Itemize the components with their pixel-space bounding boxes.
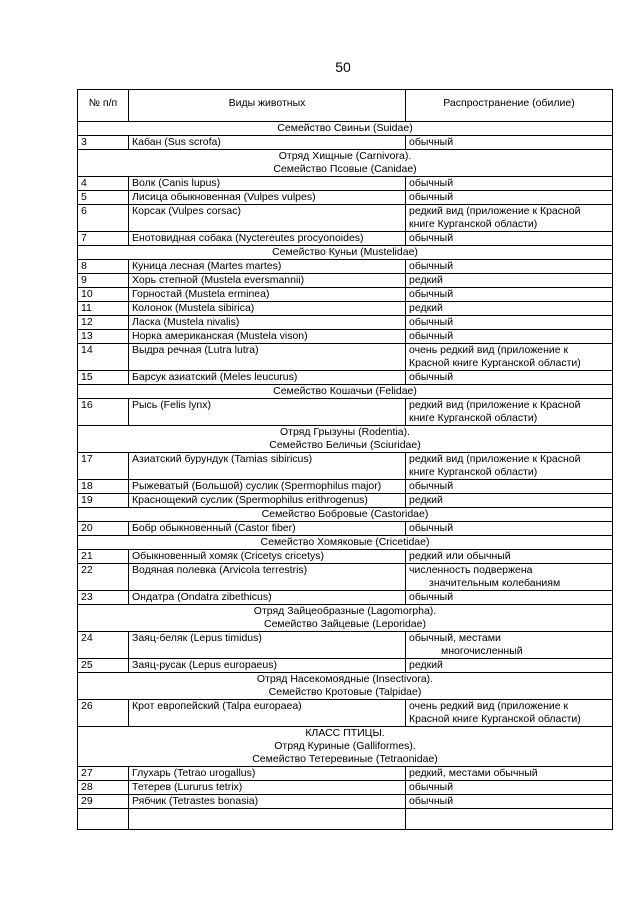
abundance-value xyxy=(406,494,613,508)
row-number: 7 xyxy=(78,232,129,246)
section-heading xyxy=(78,246,613,260)
species-name: Рябчик (Tetrastes bonasia) xyxy=(129,795,406,809)
section-heading-row xyxy=(78,727,613,767)
section-heading xyxy=(78,536,613,550)
abundance-text: обычный xyxy=(409,316,454,328)
row-number: 4 xyxy=(78,177,129,191)
abundance-text: численность подвержена xyxy=(409,564,533,576)
table-row xyxy=(78,480,613,494)
section-heading-line: Семейство Псовые (Canidae) xyxy=(273,163,417,175)
table-row xyxy=(78,136,613,150)
row-number: 29 xyxy=(78,795,129,809)
row-number: 18 xyxy=(78,480,129,494)
section-heading-row xyxy=(78,246,613,260)
species-name: Ласка (Mustela nivalis) xyxy=(129,316,406,330)
species-table xyxy=(77,89,613,830)
abundance-value xyxy=(406,522,613,536)
row-number: 26 xyxy=(78,700,129,727)
species-name: Корсак (Vulpes corsac) xyxy=(129,205,406,232)
table-row xyxy=(78,659,613,673)
abundance-value xyxy=(406,767,613,781)
table-body xyxy=(78,122,613,830)
section-heading xyxy=(78,150,613,177)
abundance-text: обычный xyxy=(409,136,454,148)
row-number: 17 xyxy=(78,453,129,480)
species-name: Выдра речная (Lutra lutra) xyxy=(129,344,406,371)
table-row xyxy=(78,522,613,536)
table-row xyxy=(78,274,613,288)
table-row xyxy=(78,632,613,659)
abundance-value xyxy=(406,344,613,371)
species-name: Заяц-русак (Lepus europaeus) xyxy=(129,659,406,673)
abundance-value xyxy=(406,371,613,385)
abundance-text: очень редкий вид (приложение к Красной книге Курганской области) xyxy=(409,700,581,725)
species-name: Рысь (Felis lynx) xyxy=(129,399,406,426)
species-name: Заяц-беляк (Lepus timidus) xyxy=(129,632,406,659)
abundance-value xyxy=(406,330,613,344)
abundance-value xyxy=(406,399,613,426)
abundance-text: обычный xyxy=(409,191,454,203)
abundance-text-continued: значительным колебаниям xyxy=(429,577,561,589)
section-heading xyxy=(78,727,613,767)
abundance-value xyxy=(406,302,613,316)
abundance-value xyxy=(406,453,613,480)
row-number: 13 xyxy=(78,330,129,344)
abundance-text: обычный xyxy=(409,330,454,342)
abundance-text: обычный xyxy=(409,591,454,603)
section-heading xyxy=(78,508,613,522)
abundance-value xyxy=(406,632,613,659)
abundance-text: редкий, местами обычный xyxy=(409,767,538,779)
species-name: Крот европейский (Talpa europaea) xyxy=(129,700,406,727)
table-row xyxy=(78,205,613,232)
species-name: Куница лесная (Martes martes) xyxy=(129,260,406,274)
row-number: 24 xyxy=(78,632,129,659)
species-name: Горностай (Mustela erminea) xyxy=(129,288,406,302)
header-species: Виды животных xyxy=(129,90,406,122)
section-heading xyxy=(78,385,613,399)
abundance-value xyxy=(406,177,613,191)
header-number: № п/п xyxy=(78,90,129,122)
row-number: 21 xyxy=(78,550,129,564)
abundance-text: редкий или обычный xyxy=(409,550,511,562)
section-heading-line: Отряд Куриные (Galliformes). xyxy=(274,740,416,752)
row-number: 20 xyxy=(78,522,129,536)
table-row xyxy=(78,232,613,246)
section-heading-row xyxy=(78,605,613,632)
section-heading-line: Семейство Свиньи (Suidae) xyxy=(277,122,413,134)
species-name: Норка американская (Mustela vison) xyxy=(129,330,406,344)
row-number: 15 xyxy=(78,371,129,385)
abundance-value xyxy=(406,591,613,605)
species-name: Тетерев (Lururus tetrix) xyxy=(129,781,406,795)
species-name: Лисица обыкновенная (Vulpes vulpes) xyxy=(129,191,406,205)
species-name: Краснощекий суслик (Spermophilus erithrogenus) xyxy=(129,494,406,508)
filler-cell xyxy=(406,809,613,830)
species-name: Кабан (Sus scrofa) xyxy=(129,136,406,150)
section-heading-line: Семейство Хомяковые (Cricetidae) xyxy=(260,536,430,548)
row-number: 11 xyxy=(78,302,129,316)
abundance-text: обычный xyxy=(409,480,454,492)
section-heading-row xyxy=(78,122,613,136)
table-row xyxy=(78,344,613,371)
filler-cell xyxy=(78,809,129,830)
abundance-value xyxy=(406,232,613,246)
table-row xyxy=(78,302,613,316)
abundance-value xyxy=(406,316,613,330)
species-name: Бобр обыкновенный (Castor fiber) xyxy=(129,522,406,536)
abundance-text: обычный xyxy=(409,781,454,793)
table-row xyxy=(78,700,613,727)
section-heading-line: Отряд Насекомоядные (Insectivora). xyxy=(256,673,434,685)
abundance-text: редкий вид (приложение к Красной книге Курганской области) xyxy=(409,399,581,424)
species-name: Азиатский бурундук (Tamias sibiricus) xyxy=(129,453,406,480)
abundance-text: редкий вид (приложение к Красной книге Курганской области) xyxy=(409,205,581,230)
species-name: Рыжеватый (Большой) суслик (Spermophilus major) xyxy=(129,480,406,494)
section-heading-line: Семейство Кошачьи (Felidae) xyxy=(273,385,417,397)
abundance-text: обычный xyxy=(409,288,454,300)
abundance-text: обычный xyxy=(409,795,454,807)
section-heading-line: Семейство Бобровые (Castoridae) xyxy=(261,508,429,520)
abundance-text: редкий xyxy=(409,494,443,506)
abundance-value xyxy=(406,700,613,727)
abundance-text: редкий xyxy=(409,659,443,671)
row-number: 12 xyxy=(78,316,129,330)
row-number: 5 xyxy=(78,191,129,205)
species-name: Ондатра (Ondatra zibethicus) xyxy=(129,591,406,605)
species-name: Обыкновенный хомяк (Cricetys cricetys) xyxy=(129,550,406,564)
section-heading xyxy=(78,122,613,136)
row-number: 8 xyxy=(78,260,129,274)
table-row xyxy=(78,453,613,480)
table-row xyxy=(78,781,613,795)
row-number: 27 xyxy=(78,767,129,781)
filler-cell xyxy=(129,809,406,830)
table-row xyxy=(78,564,613,591)
abundance-value xyxy=(406,480,613,494)
row-number: 19 xyxy=(78,494,129,508)
species-name: Барсук азиатский (Meles leucurus) xyxy=(129,371,406,385)
species-name: Водяная полевка (Arvicola terrestris) xyxy=(129,564,406,591)
row-number: 10 xyxy=(78,288,129,302)
row-number: 16 xyxy=(78,399,129,426)
section-heading-line: Семейство Беличьи (Sciuridae) xyxy=(269,439,421,451)
row-number: 3 xyxy=(78,136,129,150)
abundance-value xyxy=(406,136,613,150)
species-name: Хорь степной (Mustela eversmannii) xyxy=(129,274,406,288)
abundance-text: обычный, местами xyxy=(409,632,501,644)
abundance-text: очень редкий вид (приложение к Красной книге Курганской области) xyxy=(409,344,581,369)
table-row xyxy=(78,767,613,781)
section-heading xyxy=(78,605,613,632)
abundance-text: обычный xyxy=(409,371,454,383)
section-heading xyxy=(78,426,613,453)
page-number: 50 xyxy=(335,59,351,75)
table-row xyxy=(78,191,613,205)
section-heading-line: КЛАСС ПТИЦЫ. xyxy=(305,727,385,739)
header-abundance: Распространение (обилие) xyxy=(406,90,613,122)
abundance-value xyxy=(406,659,613,673)
table-header-row xyxy=(78,90,613,122)
abundance-value xyxy=(406,260,613,274)
abundance-text: редкий xyxy=(409,274,443,286)
table-row xyxy=(78,316,613,330)
table-filler-row xyxy=(78,809,613,830)
row-number: 23 xyxy=(78,591,129,605)
abundance-text: обычный xyxy=(409,177,454,189)
row-number: 22 xyxy=(78,564,129,591)
abundance-value xyxy=(406,274,613,288)
section-heading-line: Семейство Зайцевые (Leporidae) xyxy=(264,618,426,630)
section-heading-row xyxy=(78,150,613,177)
species-name: Глухарь (Tetrao urogallus) xyxy=(129,767,406,781)
species-name: Волк (Canis lupus) xyxy=(129,177,406,191)
abundance-value xyxy=(406,564,613,591)
table-row xyxy=(78,330,613,344)
table-row xyxy=(78,591,613,605)
abundance-value xyxy=(406,550,613,564)
row-number: 14 xyxy=(78,344,129,371)
section-heading-row xyxy=(78,673,613,700)
section-heading-row xyxy=(78,508,613,522)
section-heading-line: Отряд Грызуны (Rodentia). xyxy=(279,426,411,438)
row-number: 25 xyxy=(78,659,129,673)
abundance-text-continued: многочисленный xyxy=(441,645,523,657)
table-row xyxy=(78,371,613,385)
abundance-text: обычный xyxy=(409,232,454,244)
abundance-text: редкий xyxy=(409,302,443,314)
row-number: 9 xyxy=(78,274,129,288)
species-name: Колонок (Mustela sibirica) xyxy=(129,302,406,316)
table-row xyxy=(78,288,613,302)
section-heading-row xyxy=(78,385,613,399)
table-row xyxy=(78,550,613,564)
section-heading-line: Семейство Куньи (Mustelidae) xyxy=(272,246,418,258)
abundance-value xyxy=(406,795,613,809)
row-number: 28 xyxy=(78,781,129,795)
abundance-text: обычный xyxy=(409,260,454,272)
table-row xyxy=(78,795,613,809)
table-row xyxy=(78,177,613,191)
section-heading-row xyxy=(78,426,613,453)
table-row xyxy=(78,399,613,426)
table-row xyxy=(78,494,613,508)
abundance-text: обычный xyxy=(409,522,454,534)
abundance-text: редкий вид (приложение к Красной книге Курганской области) xyxy=(409,453,581,478)
abundance-value xyxy=(406,205,613,232)
section-heading-line: Семейство Кротовые (Talpidae) xyxy=(268,686,422,698)
section-heading-line: Отряд Зайцеобразные (Lagomorpha). xyxy=(253,605,437,617)
section-heading-line: Семейство Тетеревиные (Tetraonidae) xyxy=(252,753,438,765)
abundance-value xyxy=(406,781,613,795)
section-heading-row xyxy=(78,536,613,550)
section-heading-line: Отряд Хищные (Carnivora). xyxy=(278,150,412,162)
table-row xyxy=(78,260,613,274)
abundance-value xyxy=(406,191,613,205)
row-number: 6 xyxy=(78,205,129,232)
section-heading xyxy=(78,673,613,700)
abundance-value xyxy=(406,288,613,302)
species-name: Енотовидная собака (Nyctereutes procyonoides) xyxy=(129,232,406,246)
